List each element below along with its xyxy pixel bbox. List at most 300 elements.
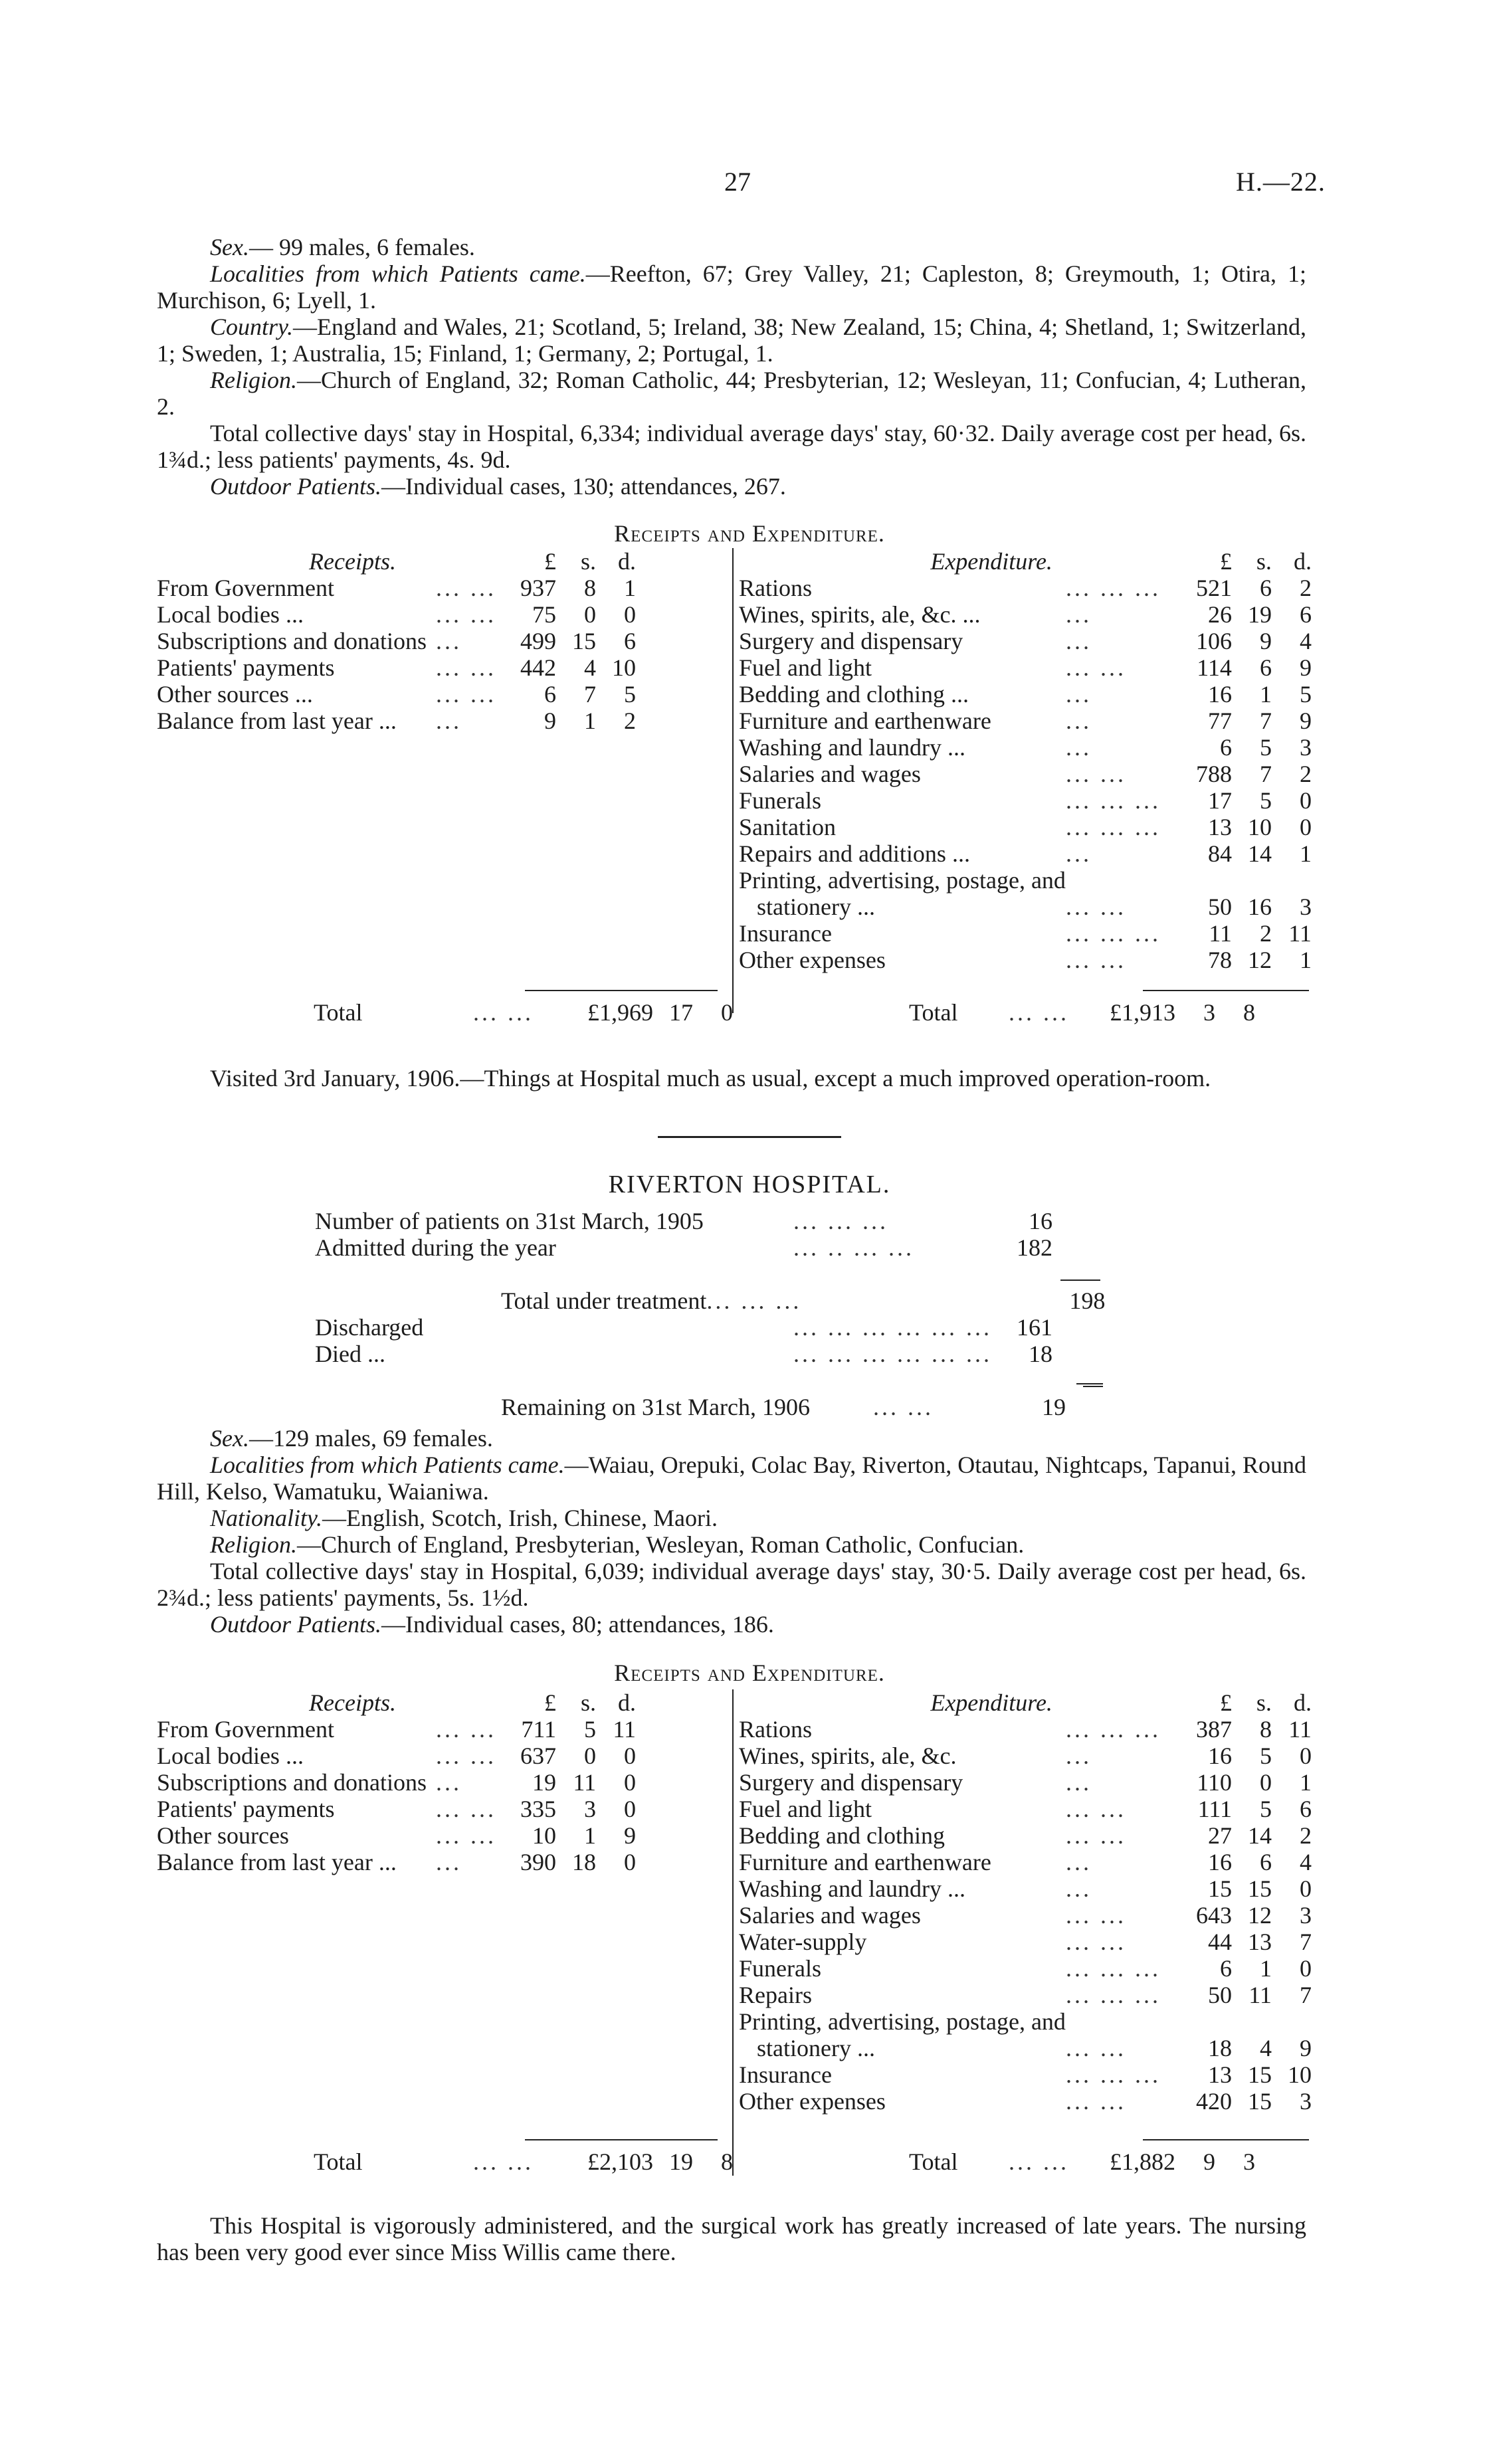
ledger-row bbox=[739, 1769, 1312, 1796]
row-pounds: 18 bbox=[1207, 2035, 1232, 2061]
row-dots: ... ... bbox=[1065, 894, 1126, 920]
row-label: Sanitation bbox=[739, 814, 836, 840]
ledger-row bbox=[157, 628, 636, 654]
row-pounds: 13 bbox=[1207, 2061, 1232, 2088]
row-label: Local bodies ... bbox=[157, 601, 304, 628]
row-dots: ... bbox=[1065, 1743, 1092, 1769]
reefton-receipts bbox=[157, 548, 636, 734]
row-pence: 9 bbox=[1299, 708, 1312, 734]
row-shillings: 15 bbox=[1247, 2061, 1272, 2088]
ledger-row bbox=[739, 1902, 1312, 1929]
row-shillings: 6 bbox=[1259, 654, 1272, 681]
row-dots: ... ... bbox=[1065, 2035, 1126, 2061]
ledger-row bbox=[739, 1929, 1312, 1955]
row-pounds bbox=[1172, 2008, 1232, 2035]
row-shillings: 4 bbox=[584, 654, 596, 681]
row-dots: ... ... ... bbox=[1065, 1955, 1161, 1982]
reefton-localities: Localities from which Patients came.—Reefton, 67; Grey Valley, 21; Capleston, 8; Greymouth, 1; Otira, 1; Murchison, 6; Lyell, 1. bbox=[157, 260, 1306, 314]
row-pounds: 19 bbox=[532, 1769, 556, 1796]
row-pence: 5 bbox=[1299, 681, 1312, 708]
ledger-row bbox=[157, 654, 636, 681]
stat-label: Number of patients on 31st March, 1905 bbox=[315, 1208, 704, 1234]
row-pounds: 16 bbox=[1207, 1849, 1232, 1875]
row-pence: 11 bbox=[1288, 1716, 1312, 1743]
row-shillings: 0 bbox=[584, 601, 596, 628]
row-label: stationery ... bbox=[739, 894, 875, 920]
row-pounds: 643 bbox=[1195, 1902, 1232, 1929]
row-dots bbox=[1066, 2008, 1172, 2035]
row-label: Funerals bbox=[739, 787, 821, 814]
row-pounds: 84 bbox=[1207, 840, 1232, 867]
row-shillings: 14 bbox=[1247, 1822, 1272, 1849]
row-label: Local bodies ... bbox=[157, 1743, 304, 1769]
row-dots: ... bbox=[1065, 681, 1092, 708]
row-pence: 0 bbox=[1299, 1875, 1312, 1902]
ledger-row bbox=[739, 920, 1312, 947]
row-pence: 3 bbox=[1299, 1902, 1312, 1929]
row-label: Wines, spirits, ale, &c. bbox=[739, 1743, 957, 1769]
ledger-row bbox=[157, 601, 636, 628]
row-pence: 7 bbox=[1299, 1929, 1312, 1955]
row-shillings: 11 bbox=[1249, 1982, 1272, 2008]
row-label: Washing and laundry ... bbox=[739, 1875, 966, 1902]
row-pence: 2 bbox=[624, 708, 636, 734]
row-shillings: 5 bbox=[584, 1716, 596, 1743]
row-shillings: 15 bbox=[1247, 1875, 1272, 1902]
row-label: Fuel and light bbox=[739, 1796, 872, 1822]
stat-dots: ... ... ... ... ... ... bbox=[793, 1341, 992, 1367]
row-label: From Government bbox=[157, 575, 334, 601]
riverton-total-treatment: Total under treatment ... ... ... 198 bbox=[501, 1287, 1106, 1314]
row-shillings: 6 bbox=[1259, 1849, 1272, 1875]
row-shillings: 1 bbox=[1259, 1955, 1272, 1982]
row-dots: ... ... bbox=[436, 575, 496, 601]
ledger-row bbox=[739, 2088, 1312, 2115]
row-pence: 5 bbox=[624, 681, 636, 708]
row-pence: 0 bbox=[624, 1849, 636, 1875]
row-dots: ... ... bbox=[1065, 2088, 1126, 2115]
section-divider bbox=[658, 1136, 841, 1138]
reefton-stay: Total collective days' stay in Hospital, 6,334; individual average days' stay, 60·32. Daily average cost per head, 6s. 1¾d.; less patients' payments, 4s. 9d. bbox=[157, 420, 1306, 473]
col-pounds: £ bbox=[544, 548, 556, 575]
row-label: Repairs bbox=[739, 1982, 812, 2008]
row-shillings: 19 bbox=[1247, 601, 1272, 628]
ledger-row bbox=[739, 1822, 1312, 1849]
row-pounds: 711 bbox=[521, 1716, 556, 1743]
row-pence: 10 bbox=[612, 654, 636, 681]
riverton-religion: Religion.—Church of England, Presbyterian, Wesleyan, Roman Catholic, Confucian. bbox=[210, 1531, 1025, 1558]
row-dots: ... bbox=[436, 1769, 462, 1796]
row-pence: 3 bbox=[1299, 894, 1312, 920]
row-shillings: 13 bbox=[1247, 1929, 1272, 1955]
row-pounds: 106 bbox=[1195, 628, 1232, 654]
row-label: Patients' payments bbox=[157, 1796, 335, 1822]
ledger-row bbox=[739, 787, 1312, 814]
row-shillings: 11 bbox=[573, 1769, 596, 1796]
row-pence: 0 bbox=[1299, 1743, 1312, 1769]
row-dots: ... ... bbox=[436, 1796, 496, 1822]
row-pounds: 637 bbox=[520, 1743, 556, 1769]
row-label: Repairs and additions ... bbox=[739, 840, 970, 867]
row-pounds: 6 bbox=[1219, 1955, 1232, 1982]
reefton-visited: Visited 3rd January, 1906.—Things at Hospital much as usual, except a much improved operation-room. bbox=[210, 1065, 1211, 1091]
row-pounds: 110 bbox=[1197, 1769, 1232, 1796]
row-dots: ... ... bbox=[1065, 1822, 1126, 1849]
row-label: Funerals bbox=[739, 1955, 821, 1982]
expenditure-heading: Expenditure. bbox=[930, 1689, 1052, 1716]
riverton-outcomes bbox=[315, 1314, 1052, 1367]
row-dots: ... bbox=[436, 628, 462, 654]
reefton-summary bbox=[157, 234, 1306, 500]
receipts-heading: Receipts. bbox=[309, 548, 396, 575]
row-dots: ... ... bbox=[1065, 1796, 1126, 1822]
row-pounds: 788 bbox=[1195, 761, 1232, 787]
ledger-row bbox=[739, 1716, 1312, 1743]
riverton-patient-stats bbox=[315, 1208, 1099, 1261]
stat-a: 182 bbox=[1017, 1234, 1052, 1261]
row-pounds: 111 bbox=[1197, 1796, 1232, 1822]
row-dots: ... ... bbox=[436, 1822, 496, 1849]
stat-dots: ... ... ... ... ... ... bbox=[793, 1314, 992, 1341]
row-label: Printing, advertising, postage, and bbox=[739, 867, 1066, 894]
stat-row bbox=[315, 1341, 1052, 1367]
document-reference: H.—22. bbox=[1236, 167, 1326, 197]
total-rule bbox=[1143, 990, 1309, 991]
row-shillings: 7 bbox=[1259, 761, 1272, 787]
stat-b bbox=[1052, 1208, 1099, 1234]
row-pounds: 9 bbox=[544, 708, 556, 734]
stat-dots: ... .. ... ... bbox=[793, 1234, 914, 1261]
row-pence: 1 bbox=[624, 575, 636, 601]
row-pounds: 50 bbox=[1207, 1982, 1232, 2008]
row-dots: ... ... bbox=[436, 601, 496, 628]
row-pounds: 16 bbox=[1207, 681, 1232, 708]
ledger-row bbox=[739, 1955, 1312, 1982]
row-pounds: 26 bbox=[1207, 601, 1232, 628]
row-dots: ... bbox=[1065, 840, 1092, 867]
row-pounds: 11 bbox=[1209, 920, 1232, 947]
row-pence: 0 bbox=[624, 1796, 636, 1822]
row-label: Patients' payments bbox=[157, 654, 335, 681]
ledger-row bbox=[739, 575, 1312, 601]
stat-row bbox=[315, 1208, 1099, 1234]
ledger-row bbox=[157, 1849, 636, 1875]
row-shillings: 6 bbox=[1259, 575, 1272, 601]
stat-rule bbox=[1060, 1279, 1100, 1281]
row-pence: 3 bbox=[1299, 734, 1312, 761]
riverton-expenditure-total: Total ... ... £1,882 9 3 bbox=[909, 2148, 1255, 2175]
stat-dots: ... ... ... bbox=[793, 1208, 888, 1234]
row-pounds: 6 bbox=[544, 681, 556, 708]
stat-rule bbox=[1083, 1386, 1103, 1387]
row-pence: 1 bbox=[1299, 947, 1312, 973]
col-pounds: £ bbox=[1219, 1689, 1232, 1716]
col-pounds: £ bbox=[544, 1689, 556, 1716]
reefton-expenditure-total: Total ... ... £1,913 3 8 bbox=[909, 999, 1255, 1026]
row-pence: 6 bbox=[1299, 601, 1312, 628]
col-pence: d. bbox=[618, 548, 636, 575]
column-divider bbox=[732, 548, 734, 1013]
ledger-row bbox=[739, 2061, 1312, 2088]
row-pounds: 335 bbox=[520, 1796, 556, 1822]
row-pence: 0 bbox=[1299, 814, 1312, 840]
ledger-row bbox=[739, 628, 1312, 654]
row-pounds: 13 bbox=[1207, 814, 1232, 840]
total-rule bbox=[1143, 2139, 1309, 2140]
row-label: Other expenses bbox=[739, 947, 886, 973]
ledger-row bbox=[739, 894, 1312, 920]
row-label: Water-supply bbox=[739, 1929, 867, 1955]
row-pence: 9 bbox=[1299, 654, 1312, 681]
row-pounds bbox=[1172, 867, 1232, 894]
row-dots: ... ... bbox=[436, 1716, 496, 1743]
riverton-closing: This Hospital is vigorously administered, and the surgical work has greatly increased of late years. The nursing has been very good ever since Miss Willis came there. bbox=[157, 2212, 1306, 2265]
row-pence: 4 bbox=[1299, 628, 1312, 654]
ledger-row bbox=[739, 947, 1312, 973]
row-shillings: 8 bbox=[584, 575, 596, 601]
row-dots bbox=[1066, 867, 1172, 894]
row-dots: ... ... bbox=[436, 1743, 496, 1769]
row-pounds: 6 bbox=[1219, 734, 1232, 761]
row-dots: ... ... bbox=[436, 654, 496, 681]
col-pence: d. bbox=[1293, 1689, 1312, 1716]
row-label: Furniture and earthenware bbox=[739, 708, 991, 734]
stat-label: Admitted during the year bbox=[315, 1234, 556, 1261]
row-label: Other expenses bbox=[739, 2088, 886, 2115]
col-shillings: s. bbox=[580, 548, 596, 575]
row-shillings: 5 bbox=[1259, 1743, 1272, 1769]
row-pence: 2 bbox=[1299, 761, 1312, 787]
row-shillings: 5 bbox=[1259, 1796, 1272, 1822]
row-dots: ... ... bbox=[1065, 947, 1126, 973]
row-shillings: 18 bbox=[572, 1849, 596, 1875]
row-shillings: 5 bbox=[1259, 734, 1272, 761]
row-label: Subscriptions and donations bbox=[157, 1769, 427, 1796]
row-dots: ... bbox=[436, 708, 462, 734]
row-pence: 0 bbox=[624, 1743, 636, 1769]
row-shillings: 4 bbox=[1259, 2035, 1272, 2061]
riverton-nationality: Nationality.—English, Scotch, Irish, Chinese, Maori. bbox=[210, 1505, 718, 1531]
ledger-row bbox=[739, 1796, 1312, 1822]
row-pence: 11 bbox=[1288, 920, 1312, 947]
ledger-row bbox=[157, 1769, 636, 1796]
row-pence: 9 bbox=[1299, 2035, 1312, 2061]
ledger-row bbox=[157, 1716, 636, 1743]
row-dots: ... bbox=[1065, 628, 1092, 654]
row-label: Wines, spirits, ale, &c. ... bbox=[739, 601, 981, 628]
row-label: Bedding and clothing ... bbox=[739, 681, 969, 708]
row-pounds: 27 bbox=[1207, 1822, 1232, 1849]
row-shillings bbox=[1232, 867, 1272, 894]
row-shillings: 1 bbox=[584, 708, 596, 734]
row-label: From Government bbox=[157, 1716, 334, 1743]
stat-row bbox=[315, 1234, 1099, 1261]
row-label: Insurance bbox=[739, 2061, 832, 2088]
ledger-row bbox=[739, 867, 1312, 894]
row-pence: 1 bbox=[1299, 840, 1312, 867]
ledger-row bbox=[739, 734, 1312, 761]
row-shillings: 12 bbox=[1247, 947, 1272, 973]
expenditure-heading: Expenditure. bbox=[930, 548, 1052, 575]
stat-label: Discharged bbox=[315, 1314, 424, 1341]
row-dots: ... bbox=[1065, 734, 1092, 761]
riverton-receipts-total: Total ... ... £2,103 19 8 bbox=[314, 2148, 733, 2175]
row-pence bbox=[1272, 2008, 1312, 2035]
row-pence: 10 bbox=[1287, 2061, 1312, 2088]
stat-a: 161 bbox=[1017, 1314, 1052, 1341]
row-dots: ... ... ... bbox=[1065, 1716, 1161, 1743]
row-pence: 2 bbox=[1299, 575, 1312, 601]
riverton-title: RIVERTON HOSPITAL. bbox=[608, 1171, 891, 1198]
row-dots: ... bbox=[1065, 708, 1092, 734]
row-dots: ... bbox=[1065, 1769, 1092, 1796]
ledger-row bbox=[739, 601, 1312, 628]
row-label: Salaries and wages bbox=[739, 761, 921, 787]
row-dots: ... ... bbox=[1065, 654, 1126, 681]
reefton-receipts-total: Total ... ... £1,969 17 0 bbox=[314, 999, 733, 1026]
row-pounds: 16 bbox=[1207, 1743, 1232, 1769]
stat-row bbox=[315, 1314, 1052, 1341]
ledger-row bbox=[739, 1875, 1312, 1902]
row-pounds: 17 bbox=[1207, 787, 1232, 814]
row-pence: 2 bbox=[1299, 1822, 1312, 1849]
ledger-row bbox=[739, 814, 1312, 840]
row-pence: 7 bbox=[1299, 1982, 1312, 2008]
row-pence: 4 bbox=[1299, 1849, 1312, 1875]
row-shillings: 15 bbox=[1247, 2088, 1272, 2115]
row-pence: 1 bbox=[1299, 1769, 1312, 1796]
ledger-row bbox=[739, 708, 1312, 734]
reefton-sex: Sex.— 99 males, 6 females. bbox=[210, 234, 475, 260]
row-pence: 9 bbox=[624, 1822, 636, 1849]
ledger-row bbox=[739, 654, 1312, 681]
riverton-remaining: Remaining on 31st March, 1906 ... ... 19 bbox=[501, 1394, 1066, 1420]
row-pence: 6 bbox=[624, 628, 636, 654]
row-pounds: 77 bbox=[1207, 708, 1232, 734]
reefton-ledger-title: Receipts and Expenditure. bbox=[614, 520, 885, 547]
row-pence: 0 bbox=[1299, 1955, 1312, 1982]
reefton-expenditure bbox=[739, 548, 1312, 973]
row-label: Subscriptions and donations bbox=[157, 628, 427, 654]
row-shillings: 8 bbox=[1259, 1716, 1272, 1743]
ledger-row bbox=[739, 761, 1312, 787]
ledger-row bbox=[739, 1982, 1312, 2008]
riverton-sex: Sex.—129 males, 69 females. bbox=[210, 1425, 493, 1452]
row-label: Other sources bbox=[157, 1822, 289, 1849]
row-dots: ... ... bbox=[1065, 761, 1126, 787]
row-shillings: 16 bbox=[1247, 894, 1272, 920]
stat-a: 16 bbox=[1029, 1208, 1052, 1234]
row-dots: ... ... ... bbox=[1065, 814, 1161, 840]
riverton-summary bbox=[157, 1425, 1306, 1638]
row-dots: ... ... ... bbox=[1065, 2061, 1161, 2088]
row-shillings: 1 bbox=[584, 1822, 596, 1849]
row-shillings: 7 bbox=[584, 681, 596, 708]
ledger-row bbox=[739, 1743, 1312, 1769]
row-pence: 0 bbox=[624, 601, 636, 628]
row-label: Surgery and dispensary bbox=[739, 628, 963, 654]
row-label: Surgery and dispensary bbox=[739, 1769, 963, 1796]
row-shillings bbox=[1232, 2008, 1272, 2035]
row-pounds: 44 bbox=[1207, 1929, 1232, 1955]
col-shillings: s. bbox=[1256, 548, 1272, 575]
row-shillings: 3 bbox=[584, 1796, 596, 1822]
row-pounds: 114 bbox=[1197, 654, 1232, 681]
riverton-receipts bbox=[157, 1689, 636, 1875]
ledger-row bbox=[739, 840, 1312, 867]
row-label: Fuel and light bbox=[739, 654, 872, 681]
row-dots: ... bbox=[1065, 1875, 1092, 1902]
row-pence: 0 bbox=[1299, 787, 1312, 814]
row-pence bbox=[1272, 867, 1312, 894]
row-label: Bedding and clothing bbox=[739, 1822, 945, 1849]
row-pounds: 937 bbox=[520, 575, 556, 601]
riverton-expenditure bbox=[739, 1689, 1312, 2115]
row-shillings: 12 bbox=[1247, 1902, 1272, 1929]
reefton-religion: Religion.—Church of England, 32; Roman Catholic, 44; Presbyterian, 12; Wesleyan, 11; Confucian, 4; Lutheran, 2. bbox=[157, 367, 1306, 420]
row-shillings: 5 bbox=[1259, 787, 1272, 814]
row-dots: ... bbox=[436, 1849, 462, 1875]
ledger-row bbox=[157, 575, 636, 601]
col-shillings: s. bbox=[1256, 1689, 1272, 1716]
row-pounds: 387 bbox=[1195, 1716, 1232, 1743]
row-pounds: 75 bbox=[532, 601, 556, 628]
riverton-stay: Total collective days' stay in Hospital, 6,039; individual average days' stay, 30·5. Daily average cost per head, 6s. 2¾d.; less patients' payments, 5s. 1½d. bbox=[157, 1558, 1306, 1611]
ledger-row bbox=[739, 2035, 1312, 2061]
row-pounds: 390 bbox=[520, 1849, 556, 1875]
row-pounds: 499 bbox=[520, 628, 556, 654]
row-dots: ... ... ... bbox=[1065, 920, 1161, 947]
row-shillings: 14 bbox=[1247, 840, 1272, 867]
riverton-outdoor: Outdoor Patients.—Individual cases, 80; attendances, 186. bbox=[210, 1611, 774, 1638]
row-pounds: 442 bbox=[520, 654, 556, 681]
row-pence: 0 bbox=[624, 1769, 636, 1796]
ledger-row bbox=[157, 681, 636, 708]
receipts-heading: Receipts. bbox=[309, 1689, 396, 1716]
row-pounds: 521 bbox=[1195, 575, 1232, 601]
row-label: Insurance bbox=[739, 920, 832, 947]
ledger-row bbox=[157, 1822, 636, 1849]
row-label: Balance from last year ... bbox=[157, 1849, 397, 1875]
row-dots: ... ... bbox=[1065, 1902, 1126, 1929]
row-label: Printing, advertising, postage, and bbox=[739, 2008, 1066, 2035]
row-pounds: 50 bbox=[1207, 894, 1232, 920]
row-shillings: 7 bbox=[1259, 708, 1272, 734]
row-dots: ... ... ... bbox=[1065, 787, 1161, 814]
row-dots: ... ... bbox=[1065, 1929, 1126, 1955]
row-pence: 6 bbox=[1299, 1796, 1312, 1822]
row-shillings: 9 bbox=[1259, 628, 1272, 654]
total-rule bbox=[525, 2139, 718, 2140]
row-shillings: 10 bbox=[1247, 814, 1272, 840]
row-pounds: 10 bbox=[532, 1822, 556, 1849]
ledger-row bbox=[157, 1796, 636, 1822]
col-pence: d. bbox=[618, 1689, 636, 1716]
riverton-localities: Localities from which Patients came.—Waiau, Orepuki, Colac Bay, Riverton, Otautau, Nightcaps, Tapanui, Round Hill, Kelso, Wamatuku, Waianiwa. bbox=[157, 1452, 1306, 1505]
col-shillings: s. bbox=[580, 1689, 596, 1716]
row-pence: 11 bbox=[613, 1716, 636, 1743]
stat-b bbox=[1052, 1234, 1099, 1261]
row-dots: ... bbox=[1065, 1849, 1092, 1875]
row-shillings: 0 bbox=[1259, 1769, 1272, 1796]
row-label: Balance from last year ... bbox=[157, 708, 397, 734]
row-shillings: 0 bbox=[584, 1743, 596, 1769]
row-label: Rations bbox=[739, 575, 813, 601]
row-pounds: 15 bbox=[1207, 1875, 1232, 1902]
riverton-ledger-title: Receipts and Expenditure. bbox=[614, 1659, 885, 1686]
stat-label: Died ... bbox=[315, 1341, 385, 1367]
row-pounds: 78 bbox=[1207, 947, 1232, 973]
